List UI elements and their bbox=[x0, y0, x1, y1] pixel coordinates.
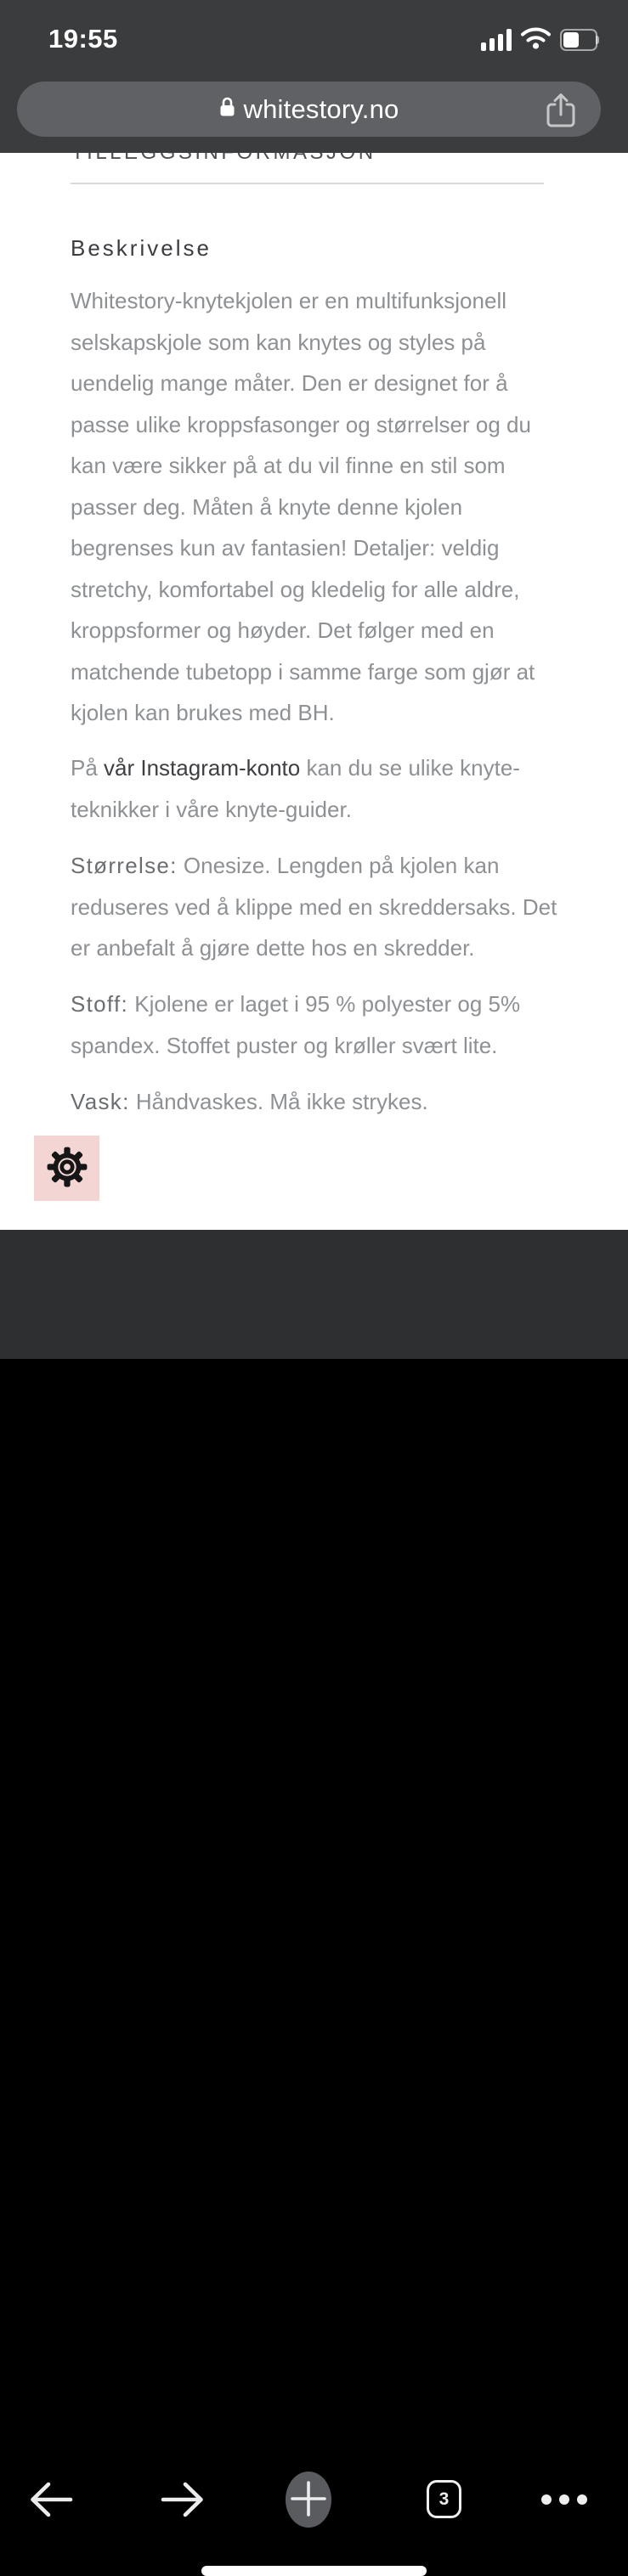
status-icons bbox=[481, 26, 600, 52]
description-line: kjolen kan brukes med BH. bbox=[71, 700, 335, 725]
size-paragraph bbox=[71, 845, 580, 969]
description-line: selskapskjole som kan knytes og styles på bbox=[71, 329, 486, 355]
status-bar bbox=[0, 0, 628, 75]
description-line: stretchy, komfortabel og kledelig for alle aldre, bbox=[71, 576, 520, 602]
lock-icon bbox=[219, 96, 235, 122]
description-line: kroppsformer og høyder. Det følger med en bbox=[71, 617, 495, 643]
description-line: Whitestory-knytekjolen er en multifunksjonell bbox=[71, 288, 506, 313]
page-title: Beskrivelse bbox=[71, 235, 212, 261]
browser-top-chrome bbox=[0, 0, 628, 153]
fabric-paragraph bbox=[71, 984, 580, 1066]
ellipsis-icon bbox=[541, 2494, 587, 2505]
address-bar-content bbox=[17, 82, 601, 137]
size-line bbox=[71, 845, 580, 887]
plus-icon bbox=[290, 2480, 327, 2520]
description-line: kan være sikker på at du vil finne en stil som bbox=[71, 453, 506, 478]
battery-icon bbox=[560, 29, 599, 49]
description-line: passe ulike kroppsfasonger og størrelser og du bbox=[71, 411, 531, 437]
wash-label: Vask: bbox=[71, 1089, 130, 1114]
tab-count: 3 bbox=[438, 2489, 450, 2509]
fabric-text: Kjolene er laget i 95 % polyester og 5% bbox=[128, 991, 521, 1017]
cellular-signal-icon bbox=[481, 28, 512, 51]
back-button[interactable] bbox=[27, 2479, 75, 2520]
arrow-left-icon bbox=[27, 2510, 75, 2522]
description-line: matchende tubetopp i samme farge som gjør at bbox=[71, 658, 535, 685]
share-icon bbox=[543, 119, 579, 132]
instagram-prefix: På bbox=[71, 755, 105, 781]
gear-icon bbox=[46, 1146, 88, 1191]
size-line: reduseres ved å klippe med en skreddersaks. Det bbox=[71, 893, 557, 920]
instagram-line: teknikker i våre knyte-guider. bbox=[71, 796, 352, 822]
wash-line bbox=[71, 1081, 580, 1123]
size-text: Onesize. Lengden på kjolen kan bbox=[177, 853, 500, 878]
share-button[interactable] bbox=[543, 92, 579, 129]
more-menu-button[interactable] bbox=[541, 2490, 587, 2509]
instagram-paragraph bbox=[71, 747, 580, 830]
wifi-icon bbox=[520, 25, 552, 54]
home-indicator[interactable] bbox=[201, 2566, 427, 2576]
page-content bbox=[0, 0, 628, 1230]
description-paragraph bbox=[71, 280, 580, 734]
description-line: passer deg. Måten å knyte denne kjolen bbox=[71, 493, 463, 520]
browser-bottom-toolbar bbox=[0, 1230, 628, 2509]
size-line: er anbefalt å gjøre dette hos en skredder. bbox=[71, 935, 475, 961]
description-line: uendelig mange måter. Den er designet for å bbox=[71, 370, 508, 396]
section-divider bbox=[71, 183, 544, 184]
address-bar[interactable] bbox=[17, 82, 601, 137]
fabric-line: spandex. Stoffet puster og krøller svært lite. bbox=[71, 1032, 498, 1058]
cookie-settings-button[interactable] bbox=[34, 1136, 99, 1201]
fabric-label: Stoff: bbox=[71, 991, 129, 1017]
instagram-suffix: kan du se ulike knyte- bbox=[300, 755, 520, 781]
tab-switcher-button[interactable] bbox=[427, 2480, 461, 2518]
size-label: Størrelse: bbox=[71, 853, 178, 878]
forward-button[interactable] bbox=[159, 2479, 207, 2520]
wash-paragraph bbox=[71, 1081, 580, 1123]
status-time: 19:55 bbox=[48, 24, 118, 54]
arrow-right-icon bbox=[159, 2510, 207, 2522]
url-domain: whitestory.no bbox=[243, 93, 399, 124]
new-tab-button[interactable] bbox=[286, 2472, 331, 2528]
description-line: begrenses kun av fantasien! Detaljer: veldig bbox=[71, 535, 500, 561]
instagram-link[interactable]: vår Instagram-konto bbox=[104, 755, 301, 781]
instagram-line bbox=[71, 747, 580, 789]
fabric-line bbox=[71, 984, 580, 1025]
wash-text: Håndvaskes. Må ikke strykes. bbox=[129, 1089, 428, 1114]
